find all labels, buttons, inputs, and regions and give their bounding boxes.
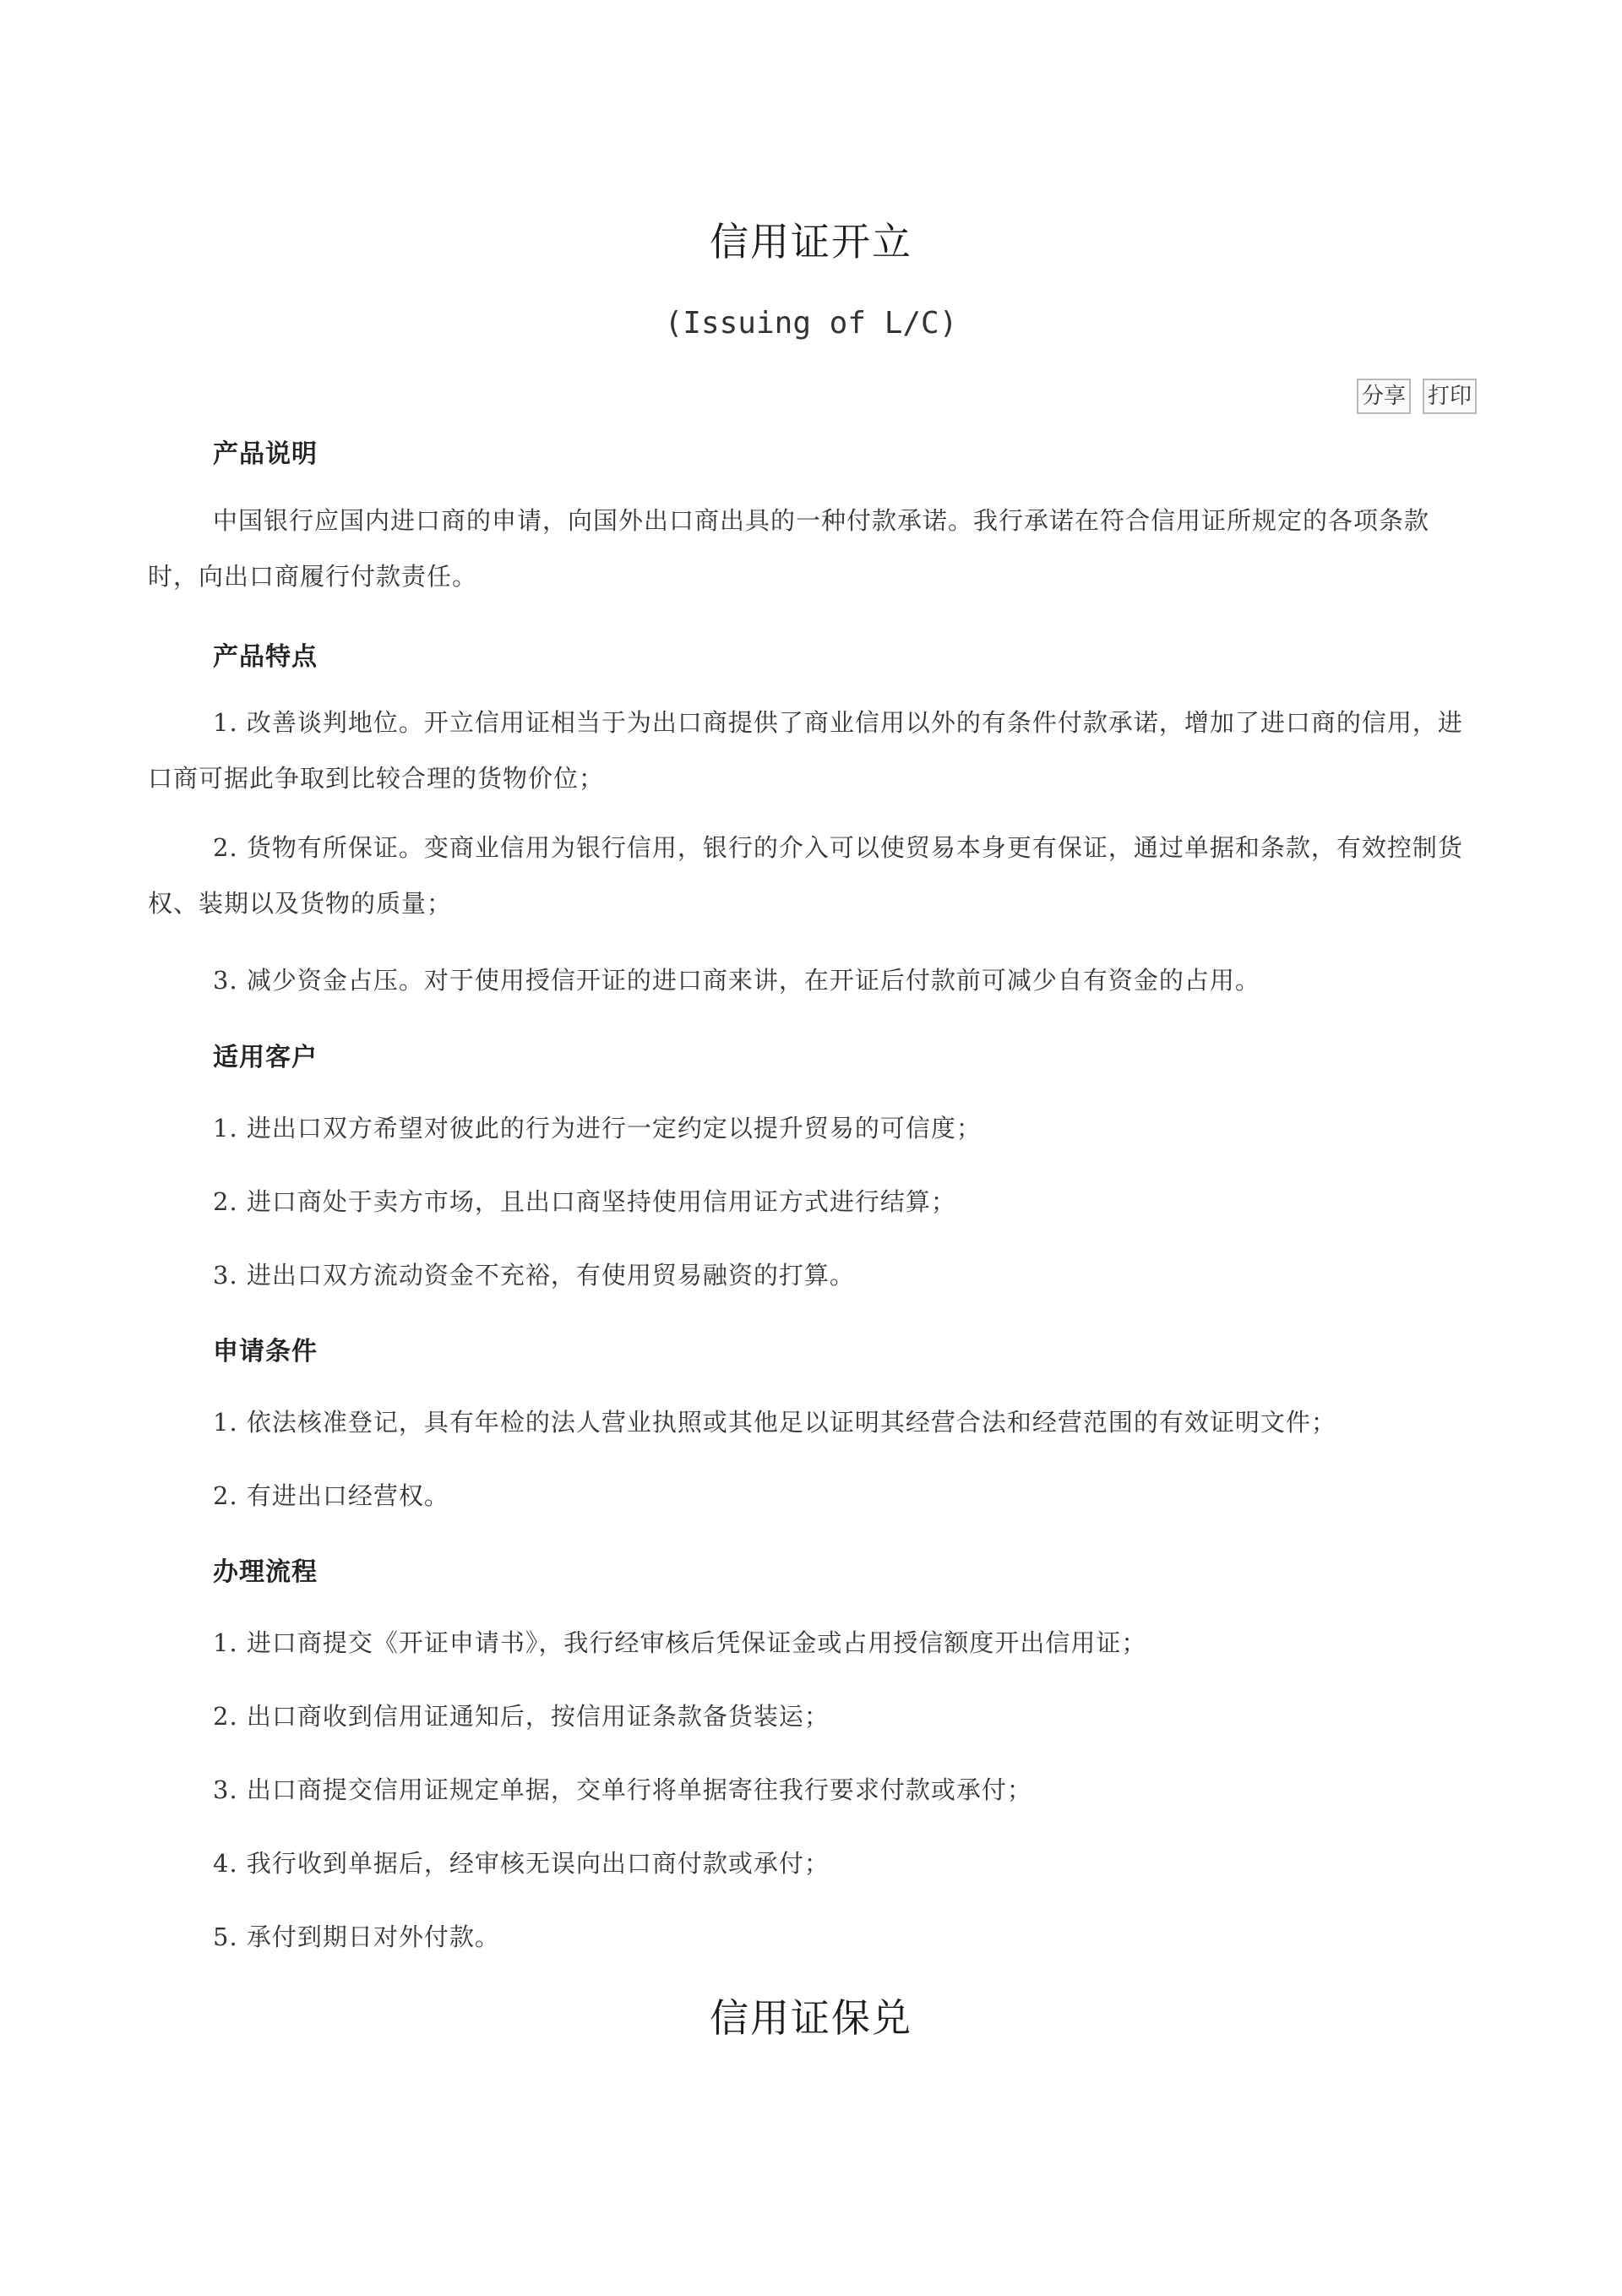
customer-item: 1. 进出口双方希望对彼此的行为进行一定约定以提升贸易的可信度； bbox=[213, 1114, 982, 1143]
process-step: 5. 承付到期日对外付款。 bbox=[213, 1922, 500, 1951]
print-button[interactable]: 打印 bbox=[1423, 379, 1477, 414]
heading-product-description: 产品说明 bbox=[213, 439, 318, 469]
feature-item: 2. 货物有所保证。变商业信用为银行信用，银行的介入可以使贸易本身更有保证，通过单据和条款，有效控制货权、装期以及货物的质量； bbox=[148, 833, 1463, 918]
condition-item: 2. 有进出口经营权。 bbox=[213, 1481, 449, 1510]
share-button[interactable]: 分享 bbox=[1357, 379, 1411, 414]
process-step: 1. 进口商提交《开证申请书》，我行经审核后凭保证金或占用授信额度开出信用证； bbox=[213, 1628, 1147, 1657]
customer-item: 3. 进出口双方流动资金不充裕，有使用贸易融资的打算。 bbox=[213, 1261, 855, 1290]
toolbar bbox=[1357, 379, 1477, 414]
heading-process: 办理流程 bbox=[213, 1557, 318, 1587]
page-title: 信用证开立 bbox=[710, 219, 912, 265]
next-section-title: 信用证保兑 bbox=[710, 1995, 912, 2041]
product-description-text: 中国银行应国内进口商的申请，向国外出口商出具的一种付款承诺。我行承诺在符合信用证所规定的各项条款时，向出口商履行付款责任。 bbox=[148, 506, 1430, 591]
condition-item: 1. 依法核准登记，具有年检的法人营业执照或其他足以证明其经营合法和经营范围的有效证明文件； bbox=[213, 1408, 1336, 1437]
process-step: 4. 我行收到单据后，经审核无误向出口商付款或承付； bbox=[213, 1849, 830, 1878]
heading-application-conditions: 申请条件 bbox=[213, 1337, 318, 1366]
heading-product-features: 产品特点 bbox=[213, 642, 318, 672]
heading-applicable-customers: 适用客户 bbox=[213, 1043, 318, 1072]
process-step: 2. 出口商收到信用证通知后，按信用证条款备货装运； bbox=[213, 1702, 830, 1731]
page-subtitle: (Issuing of L/C) bbox=[664, 306, 958, 341]
feature-item: 3. 减少资金占压。对于使用授信开证的进口商来讲，在开证后付款前可减少自有资金的占用。 bbox=[213, 966, 1260, 995]
process-step: 3. 出口商提交信用证规定单据，交单行将单据寄往我行要求付款或承付； bbox=[213, 1775, 1032, 1804]
customer-item: 2. 进口商处于卖方市场，且出口商坚持使用信用证方式进行结算； bbox=[213, 1187, 956, 1216]
feature-item: 1. 改善谈判地位。开立信用证相当于为出口商提供了商业信用以外的有条件付款承诺，增加了进口商的信用，进口商可据此争取到比较合理的货物价位； bbox=[148, 708, 1463, 793]
